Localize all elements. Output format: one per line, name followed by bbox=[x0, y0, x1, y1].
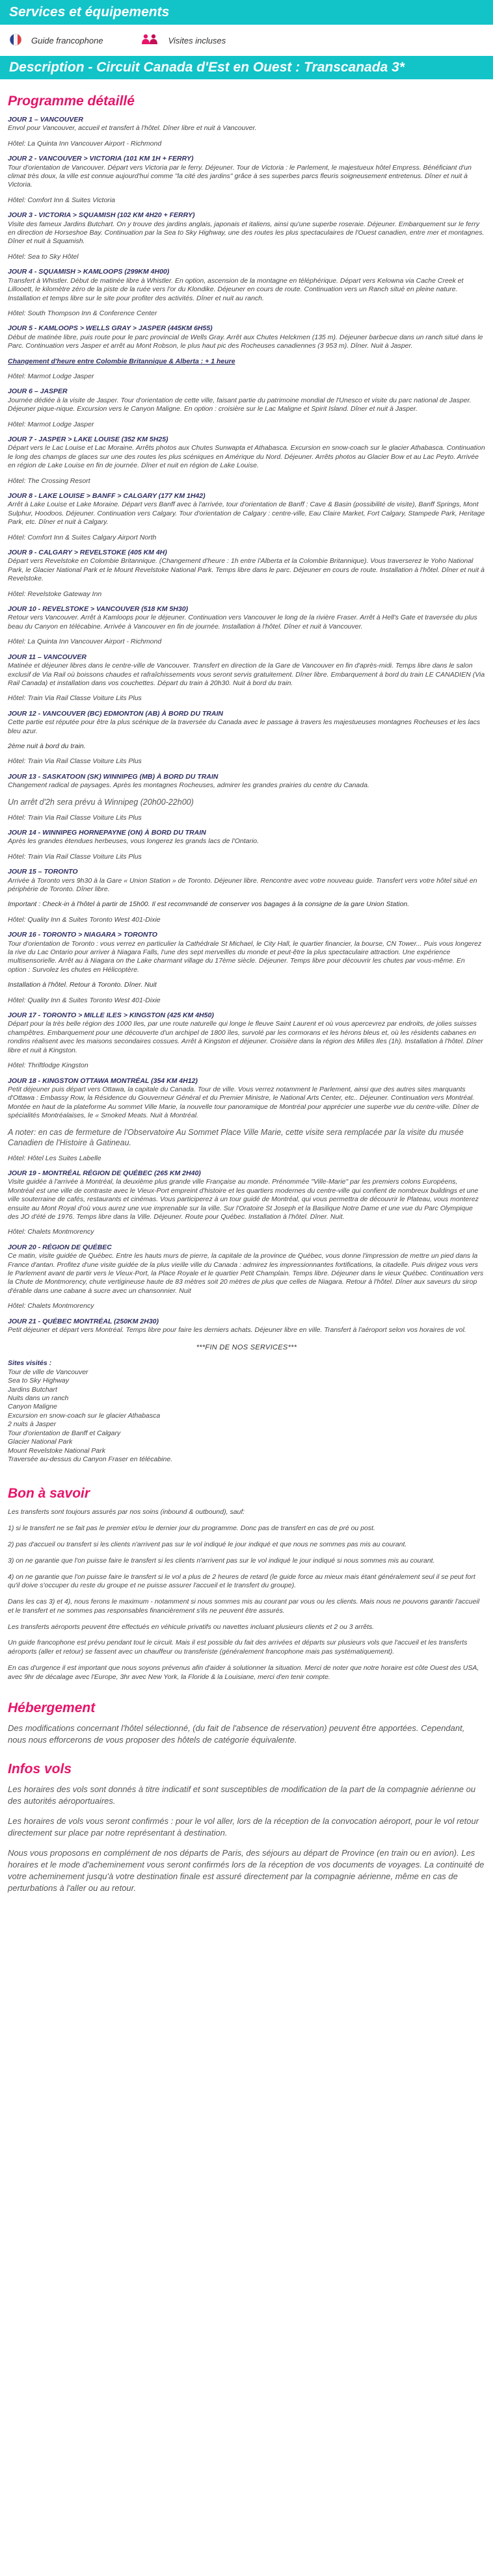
services-band bbox=[0, 0, 493, 25]
day-block bbox=[8, 436, 485, 471]
day-block bbox=[8, 549, 485, 584]
day-text: Matinée et déjeuner libres dans le centre-ville de Vancouver. Transfert en direction de la Gare de Vancouver en fin d'après-midi. Temps libre dans le salon exclusif de Via Rail où boissons chaudes et rafraîchissements vous seront servis gratuitement. Dîner libre. Embarquement à bord du train LE CANADIEN (Via Rail Canada) et installation dans vos couchettes. Départ du train à 20h30. Nuit à bord du train. bbox=[8, 662, 485, 687]
day-heading: JOUR 10 - REVELSTOKE > VANCOUVER (518 KM 5H30) bbox=[8, 605, 189, 614]
description-title: Description - Circuit Canada d'Est en Ouest : Transcanada 3* bbox=[9, 60, 405, 75]
day-heading: JOUR 14 - WINNIPEG HORNEPAYNE (ON) À BORD DU TRAIN bbox=[8, 828, 206, 837]
infos-vols-title: Infos vols bbox=[8, 1761, 72, 1776]
infos-vols-paragraph: Nous vous proposons en complément de nos départs de Paris, des séjours au départ de Province (en train ou en avion). Les horaires et le mode d'acheminement vous seront confirmés lors de la réception de vos documents de voyages. La continuité de votre acheminement jusqu'à votre destination finale est assuré directement par la compagnie aérienne, même en cas de perturbations à l'aller ou au retour. bbox=[8, 1847, 485, 1893]
day-block bbox=[8, 710, 485, 736]
bon-a-savoir-title: Bon à savoir bbox=[8, 1486, 90, 1502]
hotel-line: Hôtel: Comfort Inn & Suites Calgary Airport North bbox=[8, 533, 157, 541]
day-heading: JOUR 13 - SASKATOON (SK) WINNIPEG (MB) À BORD DU TRAIN bbox=[8, 772, 219, 781]
day-text: Début de matinée libre, puis route pour le parc provincial de Wells Gray. Arrêt aux Chutes Helckmen (135 m). Déjeuner barbecue dans un ranch situé dans le Parc. Continuation vers Jasper et arrêt au Mont Robson, le plus haut pic des Rocheuses canadiennes (3 953 m). Dîner. Nuit à Jasper. bbox=[8, 333, 483, 350]
bon-a-savoir-paragraph: Dans les cas 3) et 4), nous ferons le maximum - notamment si nous sommes mis au courant par vous ou les clients. Mais nous ne pouvons garantir l'accueil et le transfert et ne sommes pas responsables financièrement s'ils ne peuvent être assurés. bbox=[8, 1598, 480, 1615]
day-block bbox=[8, 1169, 485, 1221]
feature-guide bbox=[9, 33, 103, 48]
site-item: Jardins Butchart bbox=[8, 1385, 57, 1394]
day-block bbox=[8, 1011, 485, 1055]
day-block bbox=[8, 324, 485, 350]
feature-visits bbox=[140, 33, 226, 48]
bon-a-savoir-paragraph: Les transferts aéroports peuvent être effectués en véhicule privatifs ou navettes incluant plusieurs clients et 2 ou 3 arrêts. bbox=[8, 1622, 375, 1631]
hotel-line: Hôtel: La Quinta Inn Vancouver Airport - Richmond bbox=[8, 638, 162, 646]
day-heading: JOUR 5 - KAMLOOPS > WELLS GRAY > JASPER (445KM 6H55) bbox=[8, 324, 213, 333]
bon-a-savoir-paragraph: 3) on ne garantie que l'on puisse faire le transfert si les clients n'arrivent pas sur le vol indiqué le jour indiqué si nous sommes mis au courant. bbox=[8, 1556, 435, 1565]
features-row bbox=[0, 25, 493, 56]
infos-vols-paragraph: Les horaires des vols sont donnés à titre indicatif et sont susceptibles de modification de la part de la compagnie aérienne ou des autorités aéroportuaires. bbox=[8, 1784, 476, 1806]
day-heading: JOUR 19 - MONTRÉAL RÉGION DE QUÉBEC (265 KM 2H40) bbox=[8, 1169, 201, 1177]
hotel-line: Hôtel: Marmot Lodge Jasper bbox=[8, 372, 94, 380]
guide-label: Guide francophone bbox=[31, 35, 103, 46]
hotel-line: Hôtel: Revelstoke Gateway Inn bbox=[8, 590, 102, 598]
visits-label: Visites incluses bbox=[168, 35, 226, 46]
day-heading: JOUR 2 - VANCOUVER > VICTORIA (101 KM 1H + FERRY) bbox=[8, 155, 194, 163]
hotel-line: Hôtel: Train Via Rail Classe Voiture Lits Plus bbox=[8, 694, 142, 703]
day-block bbox=[8, 931, 485, 974]
programme-title: Programme détaillé bbox=[8, 94, 135, 109]
site-item: Sea to Sky Highway bbox=[8, 1377, 69, 1385]
day-block bbox=[8, 1318, 485, 1335]
end-services-wrap bbox=[0, 1344, 493, 1464]
programme-list bbox=[0, 116, 493, 1334]
day-text: Tour d'orientation de Vancouver. Départ vers Victoria par le ferry. Déjeuner. Tour de Victoria : le Parlement, le majestueux hôtel Empress. Bénéficiant d'un climat très doux, la ville est connue aujourd'hui comme "la cité des jardins" grâce à ses superbes parcs fleuris soigneusement entretenus. Dîner et nuit à Victoria. bbox=[8, 163, 472, 189]
hotel-line: Hôtel: Train Via Rail Classe Voiture Lits Plus bbox=[8, 813, 142, 822]
day-block bbox=[8, 1077, 485, 1121]
hebergement-title: Hébergement bbox=[8, 1700, 96, 1715]
day-heading: JOUR 3 - VICTORIA > SQUAMISH (102 KM 4H20 + FERRY) bbox=[8, 211, 195, 220]
day-heading: JOUR 15 – TORONTO bbox=[8, 868, 78, 876]
day-text: Visite des fameux Jardins Butchart. On y trouve des jardins anglais, japonais et italiens, ainsi qu'une superbe roseraie. Déjeuner. Embarquement sur le ferry en direction de Horseshoe Bay. Continuation par la Sea to Sky Highway, une des routes les plus spectaculaires de l'Ouest canadien, entre mer et montagnes. Dîner et nuit à Squamish. bbox=[8, 220, 485, 246]
site-item: Mount Revelstoke National Park bbox=[8, 1446, 105, 1455]
hebergement-text: Des modifications concernant l'hôtel sélectionné, (du fait de l'absence de réservation) peuvent être apportées. Cependant, nous nous efforcerons de vous proposer des hôtels de catégorie équivalente. bbox=[8, 1723, 465, 1745]
day-block bbox=[8, 155, 485, 190]
highlight-note: Un arrêt d'2h sera prévu à Winnipeg (20h00-22h00) bbox=[8, 797, 194, 807]
day-text: Petit déjeuner et départ vers Montréal. Temps libre pour faire les derniers achats. Déjeuner libre en ville. Transfert à l'aéroport selon vos horaires de vol. bbox=[8, 1326, 466, 1334]
day-text: Cette partie est réputée pour être la plus scénique de la traversée du Canada avec le passage à travers les majestueuses montagnes Rocheuses et les lacs bleu azur. bbox=[8, 718, 481, 735]
bon-a-savoir-paragraph: Les transferts sont toujours assurés par nos soins (inbound & outbound), sauf: bbox=[8, 1508, 245, 1516]
bon-a-savoir-body bbox=[0, 1508, 493, 1682]
highlight-note: A noter: en cas de fermeture de l'Observatoire Au Sommet Place Ville Marie, cette visite sera remplacée par la visite du musée Canadien de l'Histoire à Gatineau. bbox=[8, 1127, 464, 1147]
site-item: Tour de ville de Vancouver bbox=[8, 1368, 88, 1376]
day-block bbox=[8, 211, 485, 246]
day-text: Départ vers Revelstoke en Colombie Britannique. (Changement d'heure : 1h entre l'Alberta et la Colombie Britannique). Vous traverserez le Yoho National Park, le Glacier National Park et le Mount Revelstoke National Park. Temps libre dans le parc. Déjeuner en cours de route. Installation à l'hôtel. Dîner et nuit à Revelstoke. bbox=[8, 557, 485, 583]
day-block bbox=[8, 1243, 485, 1295]
day-block bbox=[8, 653, 485, 688]
day-heading: JOUR 17 - TORONTO > MILLE ILES > KINGSTON (425 KM 4H50) bbox=[8, 1011, 214, 1020]
hotel-line: Hôtel: La Quinta Inn Vancouver Airport - Richmond bbox=[8, 139, 162, 148]
day-text: Arrivée à Toronto vers 9h30 à la Gare « Union Station » de Toronto. Déjeuner libre. Rencontre avec votre nouveau guide. Transfert vers votre hôtel situé en périphérie de Toronto. Dîner libre. bbox=[8, 876, 477, 893]
day-text: Départ vers le Lac Louise et Lac Moraine. Arrêts photos aux Chutes Sunwapta et Athabasca. Excursion en snow-coach sur le glacier Athabasca. Continuation le long des champs de glaces sur une des routes les plus scéniques en Amérique du Nord. Déjeuner. Arrêts photos au Glacier Bow et au Lac Peyto. Arrivée en région de Lake Louise en fin de journée. Dîner et nuit en région de Lake Louise. bbox=[8, 444, 485, 470]
programme-note: Installation à l'hôtel. Retour à Toronto. Dîner. Nuit bbox=[8, 981, 157, 989]
day-heading: JOUR 20 - RÉGION DE QUÉBEC bbox=[8, 1243, 112, 1251]
day-text: Départ pour la très belle région des 1000 Iles, par une route naturelle qui longe le fleuve Saint Laurent et où vous apercevrez par endroits, de jolies suisses champêtres. Embarquement pour une découverte d'un archipel de 1800 îles, survolé par les cormorans et les hérons bleus et, où les résidents cabanes en rondins réalisent avec les maisons secondaires cossues. Arrêt à Kingston et déjeuner. Croisière dans la région des Milles Iles (1h). Installation à l'hôtel. Dîner libre et nuit à Kingston. bbox=[8, 1020, 483, 1054]
site-item: Excursion en snow-coach sur le glacier Athabasca bbox=[8, 1411, 161, 1420]
day-heading: JOUR 4 - SQUAMISH > KAMLOOPS (299KM 4H00) bbox=[8, 268, 170, 276]
description-band bbox=[0, 56, 493, 79]
day-text: Envol pour Vancouver, accueil et transfert à l'hôtel. Dîner libre et nuit à Vancouver. bbox=[8, 124, 257, 133]
site-item: Nuits dans un ranch bbox=[8, 1394, 69, 1403]
day-heading: JOUR 8 - LAKE LOUISE > BANFF > CALGARY (177 KM 1H42) bbox=[8, 492, 206, 500]
day-heading: JOUR 18 - KINGSTON OTTAWA MONTRÉAL (354 KM 4H12) bbox=[8, 1076, 198, 1085]
bon-a-savoir-paragraph: En cas d'urgence il est important que nous soyons prévenus afin d'aider à solutionner la situation. Merci de noter que notre horaire est côte Ouest des USA, avec 9hr de décalage avec l'Europe, 3hr avec New York, la Floride & la Louisiane, merci d'en tenir compte. bbox=[8, 1664, 479, 1681]
day-text: Retour vers Vancouver. Arrêt à Kamloops pour le déjeuner. Continuation vers Vancouver le long de la rivière Fraser. Arrêt à Hell's Gate et traversée du plus beau du Canyon en télécabine. Arrivée à Vancouver en fin de journée. Installation à l'hôtel. Dîner et nuit à Vancouver. bbox=[8, 614, 477, 631]
day-text: Journée dédiée à la visite de Jasper. Tour d'orientation de cette ville, faisant partie du patrimoine mondial de l'Unesco et visite du parc national de Jasper. Déjeuner pique-nique. Excursion vers le Canyon Maligne. En option : croisière sur le Lac Maligne et Spirit Island. Dîner et nuit à Jasper. bbox=[8, 396, 472, 413]
bon-a-savoir-paragraph: 2) pas d'accueil ou transfert si les clients n'arrivent pas sur le vol indiqué le jour indiqué et que nous ne sommes pas mis au courant. bbox=[8, 1540, 407, 1548]
sites-list bbox=[8, 1368, 485, 1464]
day-heading: JOUR 6 – JASPER bbox=[8, 387, 68, 396]
day-block bbox=[8, 492, 485, 527]
hotel-line: Hôtel: Comfort Inn & Suites Victoria bbox=[8, 196, 115, 204]
end-services: ***FIN DE NOS SERVICES*** bbox=[196, 1344, 297, 1352]
hotel-line: Hôtel: Chalets Montmorency bbox=[8, 1302, 94, 1310]
hotel-line: Hôtel: Train Via Rail Classe Voiture Lits Plus bbox=[8, 757, 142, 766]
day-block bbox=[8, 116, 485, 133]
hotel-line: Hôtel: The Crossing Resort bbox=[8, 476, 90, 485]
day-block bbox=[8, 773, 485, 790]
site-item: Tour d'orientation de Banff et Calgary bbox=[8, 1429, 121, 1437]
hotel-line: Hôtel: Quality Inn & Suites Toronto West 401-Dixie bbox=[8, 996, 161, 1004]
french-flag-icon bbox=[9, 33, 22, 48]
day-text: Arrêt à Lake Louise et Lake Moraine. Départ vers Banff avec à l'arrivée, tour d'orientation de Banff : Cave & Basin (possibilité de visite), Banff Springs, Mont Sulphur, Hoodoos. Déjeuner. Continuation vers Calgary. Tour d'orientation de Calgary : centre-ville, Eau Claire Market, Fort Calgary, Stampede Park, Heritage Park, etc. Dîner et nuit à Calgary. bbox=[8, 501, 485, 527]
people-icon bbox=[140, 33, 159, 48]
sites-visited bbox=[8, 1359, 485, 1464]
bon-a-savoir-paragraph: 1) si le transfert ne se fait pas le premier et/ou le dernier jour du programme. Donc pas de transfert en cas de pré ou post. bbox=[8, 1524, 375, 1533]
day-text: Après les grandes étendues herbeuses, vous longerez les grands lacs de l'Ontario. bbox=[8, 837, 260, 846]
hotel-line: Hôtel: Train Via Rail Classe Voiture Lits Plus bbox=[8, 852, 142, 861]
timezone-note: Changement d'heure entre Colombie Britannique & Alberta : + 1 heure bbox=[8, 357, 235, 365]
site-item: 2 nuits à Jasper bbox=[8, 1420, 57, 1429]
day-heading: JOUR 7 - JASPER > LAKE LOUISE (352 KM 5H25) bbox=[8, 435, 168, 443]
infos-vols-paragraph: Les horaires de vols vous seront confirmés : pour le vol aller, lors de la réception de la convocation aéroport, pour le vol retour directement sur place par notre représentant à destination. bbox=[8, 1815, 479, 1838]
day-heading: JOUR 11 – VANCOUVER bbox=[8, 653, 87, 661]
services-title: Services et équipements bbox=[9, 5, 170, 20]
day-block bbox=[8, 387, 485, 413]
site-item: Traversée au-dessus du Canyon Fraser en télécabine. bbox=[8, 1455, 173, 1463]
site-item: Glacier National Park bbox=[8, 1438, 73, 1446]
day-text: Visite guidée à l'arrivée à Montréal, la deuxième plus grande ville Française au monde. Prénommée "Ville-Marie" par les premiers colons Européens, Montréal est une ville de contraste avec le Vieux-Port empreint d'histoire et les quartiers modernes du centre-ville qui confient de nombreux buildings et une ville souterraine de cafés, restaurants et cinémas. Vous participerez à un tour guidé de Montréal, qui vous permettra de découvrir le Plateau, vous monterez ensuite au Mont Royal d'où vous aurez une vue imprenable sur la ville. Sur l'Oratoire St Joseph et la Basilique Notre Dame et une vue du Parc Olympique des JO d'été de 1976. Temps libre dans la Ville. Déjeuner. Route pour Québec. Installation à l'hôtel. Dîner. Nuit. bbox=[8, 1178, 479, 1221]
hotel-line: Hôtel: Thriftlodge Kingston bbox=[8, 1061, 88, 1070]
day-heading: JOUR 1 – VANCOUVER bbox=[8, 116, 83, 124]
day-heading: JOUR 16 - TORONTO > NIAGARA > TORONTO bbox=[8, 931, 157, 939]
day-block bbox=[8, 268, 485, 303]
hotel-line: Hôtel: South Thompson Inn & Conference Center bbox=[8, 309, 157, 317]
day-text: Tour d'orientation de Toronto : vous verrez en particulier la Cathédrale St Michael, le City Hall, le quartier financier, la bourse, CN Tower... Puis vous longerez la rive du Lac Ontario pour arriver à Niagara Falls, l'une des sept merveilles du monde et peut-être la plus spectaculaire attraction. Une expérience multisensorielle. Arrêt au à Niagara on the Lake charmant village du 17ème siècle. Déjeuner. Temps libre pour découvrir les chutes par vous-même. En option : Survolez les chutes en Hélicoptère. bbox=[8, 939, 482, 974]
bon-a-savoir-paragraph: Un guide francophone est prévu pendant tout le circuit. Mais il est possible du fait des arrivées et départs sur plusieurs vols que l'accueil et les transferts aéroports (aller et retour) se fassent avec un chauffeur ou transferiste (généralement francophone mais pas systématiquement). bbox=[8, 1639, 468, 1656]
hotel-line: Hôtel: Quality Inn & Suites Toronto West 401-Dixie bbox=[8, 915, 161, 924]
hotel-line: Hôtel: Hôtel Les Suites Labelle bbox=[8, 1154, 101, 1162]
day-block bbox=[8, 605, 485, 631]
programme-note: 2ème nuit à bord du train. bbox=[8, 742, 86, 750]
day-text: Changement radical de paysages. Après les montagnes Rocheuses, admirer les grandes prairies du centre du Canada. bbox=[8, 781, 369, 790]
day-text: Ce matin, visite guidée de Québec. Entre les hauts murs de pierre, la capitale de la province de Québec, vous donne l'impression de mettre un pied dans la France d'antan. Profitez d'une visite guidée de la plus vieille ville du Canada : admirez les impressionnantes fortifications, la citadelle. Puis dirigez vous vers le Parlement avant de partir vers le Vieux-Port, la Place Royale et le quartier Petit Champlain. Temps libre. Déjeuner dans le vieux Québec. Continuation vers la Chute de Montmorency, chute vertigineuse haute de 83 mètres soit 20 mètres de plus que celles de Niagara. Retour à l'hôtel. Dîner aux saveurs du sirop d'érable dans une cabane à sucre avec un chansonnier. Nuit bbox=[8, 1252, 484, 1295]
day-heading: JOUR 12 - VANCOUVER (BC) EDMONTON (AB) À BORD DU TRAIN bbox=[8, 709, 223, 718]
day-heading: JOUR 9 - CALGARY > REVELSTOKE (405 KM 4H) bbox=[8, 549, 167, 557]
site-item: Canyon Maligne bbox=[8, 1403, 57, 1411]
day-heading: JOUR 21 - QUÉBEC MONTRÉAL (250KM 2H30) bbox=[8, 1317, 159, 1325]
infos-vols-body bbox=[0, 1784, 493, 1894]
day-text: Transfert à Whistler. Début de matinée libre à Whistler. En option, ascension de la montagne en téléphérique. Départ vers Kelowna via Cache Creek et Lillooett, le kilomètre zéro de la piste de la ruée vers l'or du Klondike. Déjeuner en cours de route. Continuation vers un Ranch situé en pleine nature. Installation et temps libre sur le site pour profiter des activités. Dîner et nuit au ranch. bbox=[8, 276, 464, 302]
day-block bbox=[8, 868, 485, 894]
programme-note: Important : Check-in à l'hôtel à partir de 15h00. Il est recommandé de conserver vos bagages à la consigne de la gare Union Station. bbox=[8, 900, 410, 909]
hotel-line: Hôtel: Sea to Sky Hôtel bbox=[8, 252, 79, 261]
hotel-line: Hôtel: Chalets Montmorency bbox=[8, 1228, 94, 1236]
hotel-line: Hôtel: Marmot Lodge Jasper bbox=[8, 420, 94, 428]
sites-heading: Sites visités : bbox=[8, 1359, 52, 1368]
bon-a-savoir-paragraph: 4) on ne garantie que l'on puisse faire le transfert si le vol a plus de 2 heures de retard (le guide force au mieux mais étant généralement seul il se peut fort qu'il doive s'occuper du reste du groupe et ne puisse assurer l'accueil et le transfert du groupe). bbox=[8, 1572, 475, 1590]
day-block bbox=[8, 829, 485, 846]
day-text: Petit déjeuner puis départ vers Ottawa, la capitale du Canada. Tour de ville. Vous verrez notamment le Parlement, ainsi que des autres sites marquants d'Ottawa : Embassy Row, la Résidence du Gouverneur Général et du Premier Ministre, le National Arts Center, etc.. Déjeuner. Continuation vers Montréal. Montée en haut de la plateforme Au sommet Ville Marie, la nouvelle tour panoramique de Montréal pour apprécier une superbe vue du centre-ville. Dîner de spécialités Montréalaises, le « Smoked Meats. Nuit à Montréal. bbox=[8, 1085, 479, 1120]
